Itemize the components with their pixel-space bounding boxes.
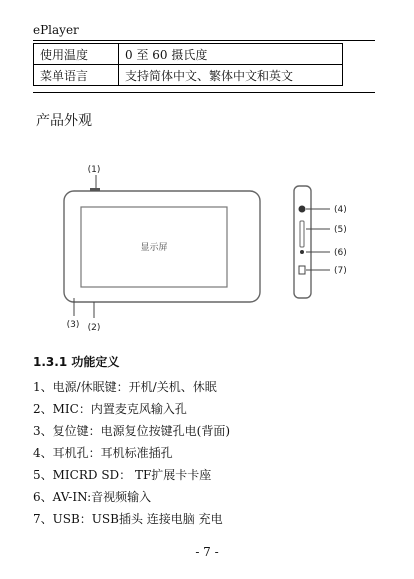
av-in-port [300,250,304,254]
list-item: 1、电源/休眠键：开机/关机、休眠 [33,380,217,394]
callout-5: (5) [334,225,347,235]
definition-list [33,378,230,532]
table-bottom-rule [33,92,375,93]
sd-slot [300,221,304,247]
callout-1: (1) [87,165,101,175]
subsection-heading [33,353,119,370]
spec-value: 0 至 60 摄氏度 [119,44,343,65]
list-item: 2、MIC：内置麦克风输入孔 [33,402,187,416]
section-title: 产品外观 [36,113,92,129]
subsection-number: 1.3.1 [33,355,68,369]
callout-7: (7) [334,266,347,276]
headphone-jack [299,206,306,213]
spec-value: 支持简体中文、繁体中文和英文 [119,65,343,86]
callout-2: (2) [87,323,101,333]
device-diagram [0,150,414,340]
table-row [34,65,343,86]
list-item: 6、AV-IN:音视频输入 [33,490,152,504]
header-rule [33,40,375,41]
callout-4: (4) [334,205,347,215]
spec-table [33,43,343,86]
spec-key: 使用温度 [34,44,119,65]
callout-6: (6) [334,248,347,258]
usb-port [299,266,305,274]
subsection-title: 功能定义 [71,355,120,369]
power-button [90,188,100,191]
list-item: 7、USB：USB插头 连接电脑 充电 [33,512,223,526]
list-item: 3、复位键：电源复位按键孔电(背面) [33,424,230,438]
callout-3: (3) [66,320,80,330]
list-item: 4、耳机孔：耳机标准插孔 [33,446,173,460]
running-header: ePlayer [33,23,79,37]
list-item: 5、MICRD SD： TF扩展卡卡座 [33,468,212,482]
spec-key: 菜单语言 [34,65,119,86]
screen-label: 显示屏 [140,243,168,253]
page-number: - 7 - [195,545,219,559]
table-row [34,44,343,65]
